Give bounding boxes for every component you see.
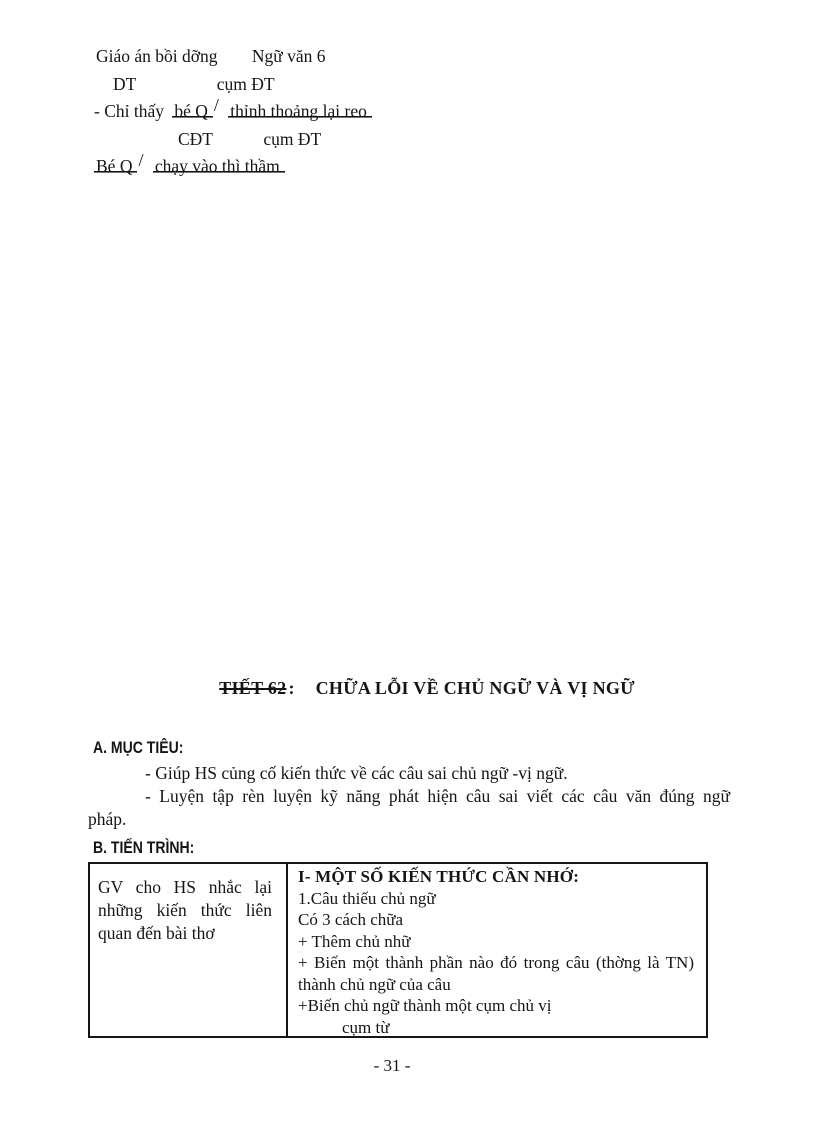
- label-cum-dt-1: cụm ĐT: [216, 73, 275, 94]
- objective-2-line-2: pháp.: [88, 809, 127, 829]
- sentence-1-subject: bé Q: [172, 101, 213, 121]
- objectives-block: [88, 762, 730, 831]
- knowledge-heading: I- MỘT SỐ KIẾN THỨC CẦN NHỚ:: [298, 867, 580, 886]
- knowledge-line: + Biến một thành phần nào đó trong câu (thờng là TN) thành chủ ngữ của câu: [298, 953, 694, 994]
- label-cdt: CĐT: [178, 128, 213, 149]
- document-header-line: [88, 46, 372, 74]
- sentence-2-predicate: chạy vào thì thầm: [153, 156, 285, 176]
- sentence-1-predicate: thỉnh thoảng lại reo: [228, 101, 372, 121]
- table-cell-teacher-activity: GV cho HS nhắc lại những kiến thức liên quan đến bài thơ: [90, 864, 288, 1036]
- lesson-number-colon: :: [288, 678, 295, 698]
- section-b-heading: B. TIẾN TRÌNH:: [93, 839, 195, 857]
- subject-predicate-slash-2: /: [138, 150, 144, 170]
- knowledge-line: + Thêm chủ nhữ: [298, 931, 411, 951]
- analysis-row-labels-1: [88, 74, 372, 102]
- knowledge-line: cụm từ: [342, 1017, 390, 1037]
- lesson-number-strikethrough: TIẾT 62: [219, 678, 287, 698]
- sentence-2-subject: Bé Q: [94, 156, 137, 176]
- doc-title: Giáo án bồi dỡng: [96, 46, 218, 66]
- page-number: - 31 -: [373, 1056, 411, 1075]
- objective-1: - Giúp HS củng cố kiến thức về các câu sai chủ ngữ -vị ngữ.: [145, 763, 568, 783]
- grammar-analysis-block: [88, 46, 372, 184]
- doc-subject: Ngữ văn 6: [251, 46, 326, 66]
- subject-predicate-slash-1: /: [213, 95, 219, 115]
- table-cell-knowledge-notes: [288, 864, 706, 1036]
- objective-2-line-1: - Luyện tập rèn luyện kỹ năng phát hiện câu sai viết các câu văn đúng ngữ: [145, 786, 730, 806]
- lesson-plan-table: [88, 862, 708, 1038]
- analysis-sentence-2: [94, 150, 372, 184]
- knowledge-line: 1.Câu thiếu chủ ngữ: [298, 888, 436, 908]
- analysis-sentence-1: [94, 95, 372, 129]
- sentence-1-prefix: - Chỉ thấy: [94, 101, 164, 121]
- knowledge-line: +Biến chủ ngữ thành một cụm chủ vị: [298, 996, 552, 1015]
- section-a-heading: A. MỤC TIÊU:: [93, 739, 184, 757]
- label-dt: DT: [113, 73, 137, 94]
- knowledge-line: Có 3 cách chữa: [298, 910, 404, 929]
- analysis-row-labels-2: [88, 129, 372, 157]
- lesson-title: CHỮA LỖI VỀ CHỦ NGỮ VÀ VỊ NGỮ: [315, 678, 635, 698]
- lesson-title-row: [0, 678, 816, 699]
- label-cum-dt-2: cụm ĐT: [263, 128, 322, 149]
